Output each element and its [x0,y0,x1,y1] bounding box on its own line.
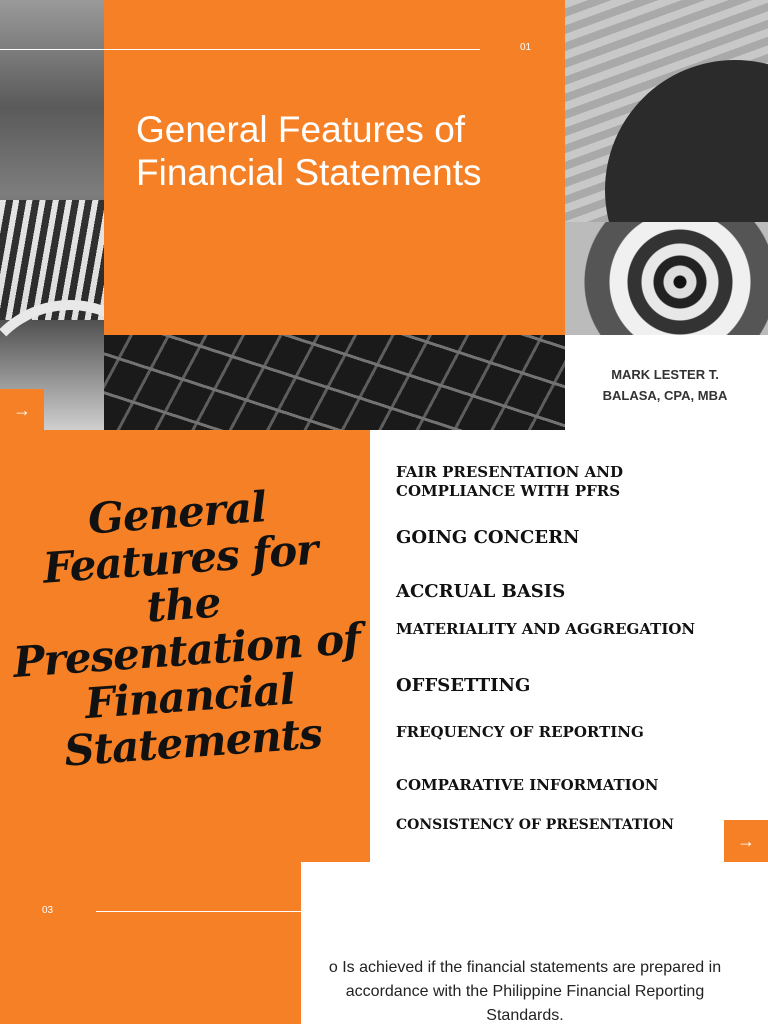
architecture-photo-left [0,0,104,430]
author-name: MARK LESTER T. BALASA, CPA, MBA [602,367,728,403]
divider-line [96,911,301,912]
feature-item: MATERIALITY AND AGGREGATION [396,620,696,638]
next-slide-button[interactable] [724,820,768,862]
architecture-photo-top-right [565,0,768,222]
page-number: 03 [42,905,54,916]
bottom-accent-panel [0,862,301,1024]
feature-item: GOING CONCERN [396,527,580,548]
glass-ceiling-photo [104,335,565,430]
page-title: General Features of Financial Statements [136,109,482,193]
feature-item: OFFSETTING [396,675,531,696]
spiral-staircase-photo [565,222,768,335]
divider-line [0,49,480,50]
feature-item: FAIR PRESENTATION AND COMPLIANCE WITH PFRS [396,463,623,500]
feature-item: FREQUENCY OF REPORTING [396,723,644,741]
next-slide-button[interactable] [0,389,44,431]
page-number: 01 [520,42,532,53]
arrow-right-icon: → [13,399,31,420]
feature-item: ACCRUAL BASIS [396,581,566,602]
section-title: General Features for the Presentation of Financial Statements [11,482,362,776]
arrow-right-icon: → [737,830,755,851]
body-text: o Is achieved if the financial statements are prepared in accordance with the Philippine Financial Reporting Standards. [328,959,722,1024]
feature-item: COMPARATIVE INFORMATION [396,776,659,794]
feature-item: CONSISTENCY OF PRESENTATION [396,817,674,833]
